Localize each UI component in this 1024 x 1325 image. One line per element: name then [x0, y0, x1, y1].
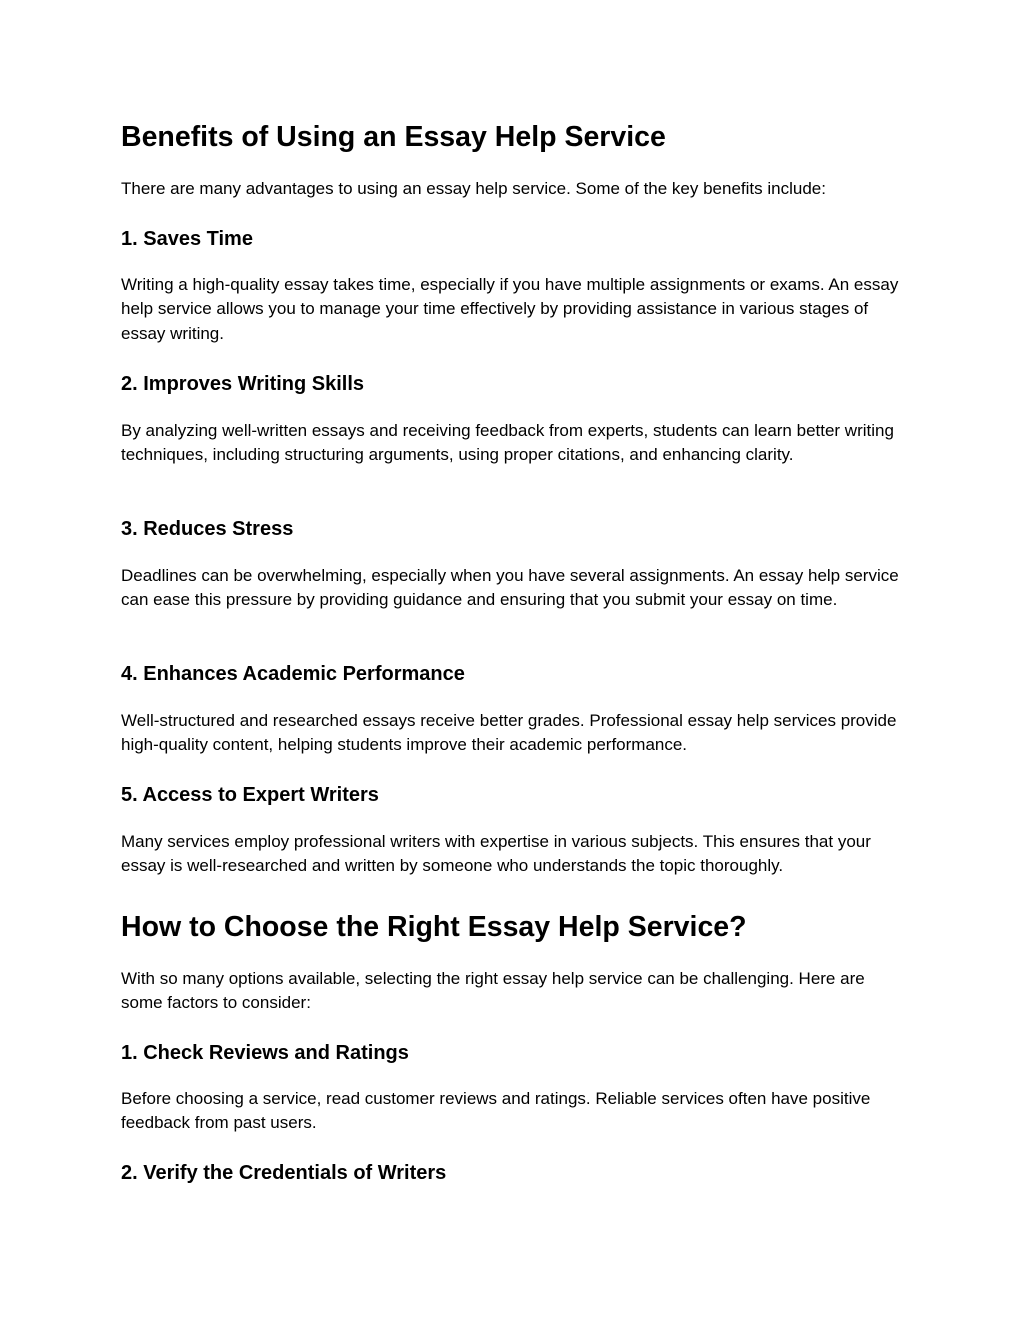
subheading-reduces-stress: 3. Reduces Stress: [121, 518, 294, 540]
subheading-expert-writers: 5. Access to Expert Writers: [121, 784, 379, 806]
paragraph-expert-writers: Many services employ professional writers with expertise in various subjects. This ensures that your essay is well-researched and written by someone who understands the topic thoroughly.: [121, 832, 871, 876]
paragraph-reduces-stress: Deadlines can be overwhelming, especially when you have several assignments. An essay help service can ease this pressure by providing guidance and ensuring that you submit your essay on time.: [121, 566, 899, 610]
paragraph-improves-writing: By analyzing well-written essays and receiving feedback from experts, students can learn better writing techniques, including structuring arguments, using proper citations, and enhancing clarity.: [121, 421, 894, 465]
section-title-choose: How to Choose the Right Essay Help Service?: [121, 911, 747, 943]
subheading-improves-writing: 2. Improves Writing Skills: [121, 373, 365, 395]
subheading-verify-credentials: 2. Verify the Credentials of Writers: [121, 1162, 447, 1184]
subheading-academic-performance: 4. Enhances Academic Performance: [121, 663, 465, 685]
paragraph-saves-time: Writing a high-quality essay takes time, especially if you have multiple assignments or exams. An essay help service allows you to manage your time effectively by providing assistance in various stages of essay writing.: [121, 275, 899, 343]
subheading-check-reviews: 1. Check Reviews and Ratings: [121, 1042, 409, 1064]
paragraph-academic-performance: Well-structured and researched essays receive better grades. Professional essay help services provide high-quality content, helping students improve their academic performance.: [121, 711, 897, 755]
paragraph-check-reviews: Before choosing a service, read customer reviews and ratings. Reliable services often have positive feedback from past users.: [121, 1089, 871, 1133]
subheading-saves-time: 1. Saves Time: [121, 228, 253, 250]
section-intro-benefits: There are many advantages to using an essay help service. Some of the key benefits include:: [121, 179, 826, 198]
section-title-benefits: Benefits of Using an Essay Help Service: [121, 121, 666, 153]
section-intro-choose: With so many options available, selecting the right essay help service can be challenging. Here are some factors to consider:: [121, 969, 865, 1013]
